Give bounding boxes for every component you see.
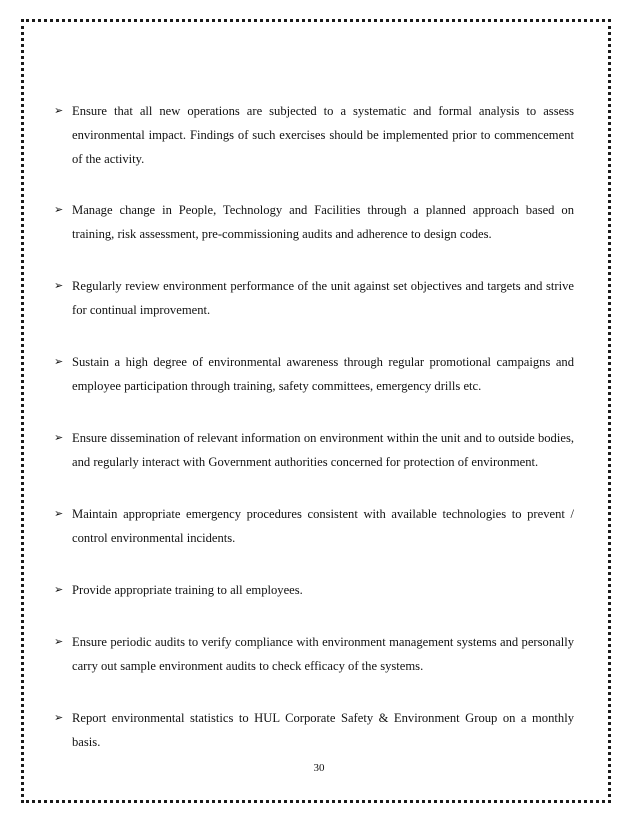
list-item xyxy=(54,274,574,322)
list-item xyxy=(54,198,574,246)
list-item-text: Maintain appropriate emergency procedures consistent with available technologies to prevent / control environmental incidents. xyxy=(72,507,574,545)
list-item-text: Report environmental statistics to HUL Corporate Safety & Environment Group on a monthly basis. xyxy=(72,711,574,749)
arrowhead-bullet-icon: ➢ xyxy=(54,583,64,596)
list-item xyxy=(54,578,574,602)
list-item-text: Ensure periodic audits to verify compliance with environment management systems and personally carry out sample environment audits to check efficacy of the systems. xyxy=(72,635,574,673)
list-item-text: Sustain a high degree of environmental awareness through regular promotional campaigns and employee participation through training, safety committees, emergency drills etc. xyxy=(72,355,574,393)
bullet-list xyxy=(54,99,574,782)
list-item-text: Ensure that all new operations are subjected to a systematic and formal analysis to assess environmental impact. Findings of such exercises should be implemented prior to commencement of the activity. xyxy=(72,104,574,166)
list-item xyxy=(54,350,574,398)
list-item xyxy=(54,706,574,754)
arrowhead-bullet-icon: ➢ xyxy=(54,431,64,444)
list-item-text: Provide appropriate training to all employees. xyxy=(72,583,303,597)
list-item-text: Manage change in People, Technology and Facilities through a planned approach based on training, risk assessment, pre-commissioning audits and adherence to design codes. xyxy=(72,203,574,241)
list-item xyxy=(54,426,574,474)
list-item xyxy=(54,99,574,171)
arrowhead-bullet-icon: ➢ xyxy=(54,355,64,368)
page-number: 30 xyxy=(313,762,325,774)
list-item xyxy=(54,630,574,678)
list-item-text: Regularly review environment performance of the unit against set objectives and targets and strive for continual improvement. xyxy=(72,279,574,317)
arrowhead-bullet-icon: ➢ xyxy=(54,635,64,648)
arrowhead-bullet-icon: ➢ xyxy=(54,711,64,724)
arrowhead-bullet-icon: ➢ xyxy=(54,104,64,117)
arrowhead-bullet-icon: ➢ xyxy=(54,203,64,216)
arrowhead-bullet-icon: ➢ xyxy=(54,279,64,292)
list-item-text: Ensure dissemination of relevant information on environment within the unit and to outside bodies, and regularly interact with Government authorities concerned for protection of environment. xyxy=(72,431,574,469)
list-item xyxy=(54,502,574,550)
arrowhead-bullet-icon: ➢ xyxy=(54,507,64,520)
